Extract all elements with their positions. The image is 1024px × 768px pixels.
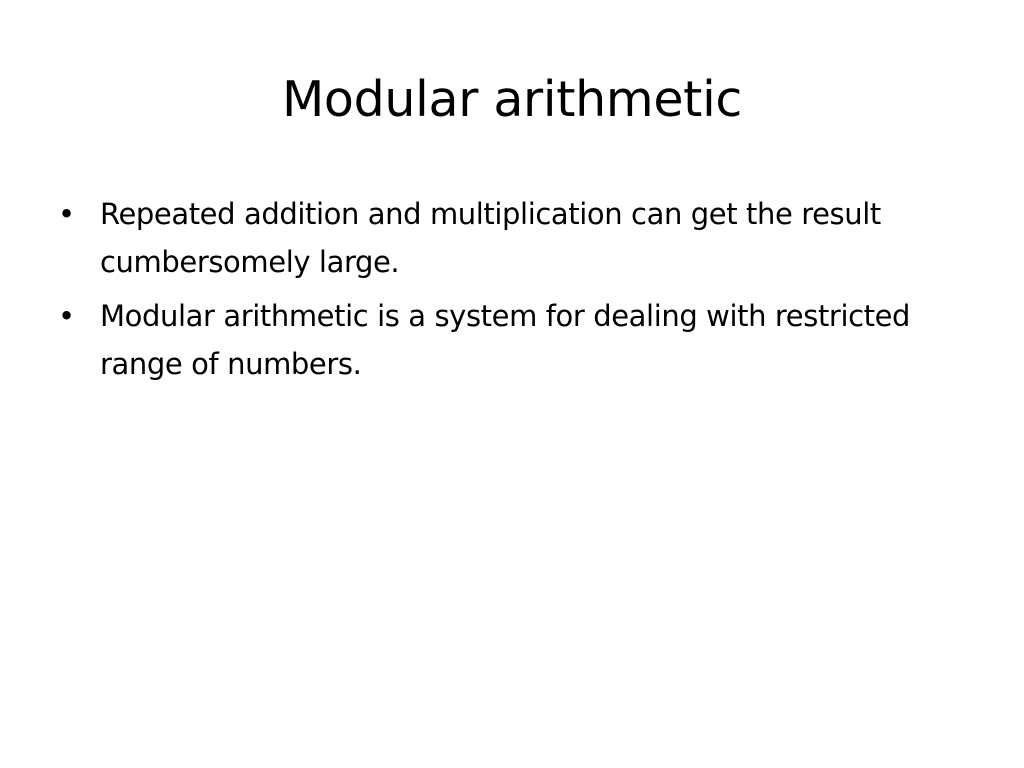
bullet-list: [58, 190, 938, 394]
bullet-dot-icon: •: [58, 197, 75, 231]
bullet-text: Modular arithmetic is a system for dealing with restricted range of numbers.: [100, 299, 911, 381]
bullet-dot-icon: •: [58, 299, 75, 333]
bullet-item: [58, 292, 938, 388]
bullet-item: [58, 190, 938, 286]
bullet-text: Repeated addition and multiplication can get the result cumbersomely large.: [100, 197, 881, 279]
slide-title: Modular arithmetic: [281, 71, 743, 128]
